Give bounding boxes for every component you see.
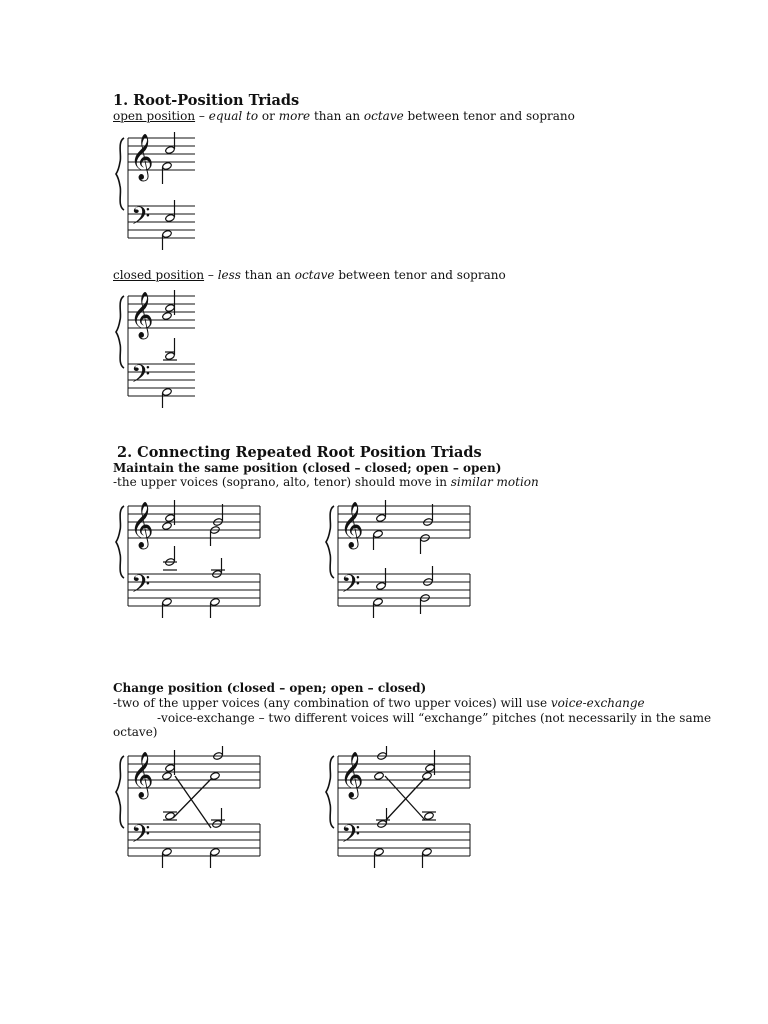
dash: –	[204, 268, 218, 282]
open-position-staff	[115, 128, 205, 253]
voice-exchange-term: voice-exchange	[550, 696, 645, 710]
svg-text:𝄢: 𝄢	[341, 570, 361, 605]
voice-exchange-staff-2	[325, 746, 475, 871]
closed-position-term: closed position	[113, 268, 205, 282]
equal-to-text: equal to	[208, 109, 259, 123]
voice-exchange-intro	[113, 696, 645, 710]
svg-text:𝄞: 𝄞	[130, 752, 154, 798]
open-position-definition	[113, 109, 575, 123]
closed-closed-staff	[115, 496, 265, 621]
closed-position-staff	[115, 286, 205, 411]
than-an-text: than an	[240, 268, 295, 282]
similar-motion-line	[113, 475, 539, 489]
similar-motion-lead: -the upper voices (soprano, alto, tenor) should move in	[113, 475, 451, 489]
voice-exchange-staff-1	[115, 746, 265, 871]
svg-text:𝄞: 𝄞	[130, 134, 154, 180]
open-open-staff	[325, 496, 475, 621]
svg-text:𝄞: 𝄞	[130, 292, 154, 338]
section-3-heading: Change position (closed – open; open – closed)	[113, 681, 427, 695]
less-text: less	[217, 268, 241, 282]
similar-motion-term: similar motion	[450, 475, 539, 489]
voice-exchange-definition-end: octave)	[113, 725, 158, 739]
octave-text: octave	[294, 268, 335, 282]
octave-text: octave	[363, 109, 404, 123]
more-text: more	[278, 109, 311, 123]
between-text: between tenor and soprano	[403, 109, 575, 123]
svg-text:𝄢: 𝄢	[131, 202, 151, 237]
svg-text:𝄞: 𝄞	[340, 502, 364, 548]
section-1-heading: 1. Root-Position Triads	[113, 92, 300, 109]
svg-text:𝄢: 𝄢	[131, 820, 151, 855]
open-position-term: open position	[113, 109, 196, 123]
voice-exchange-definition: -voice-exchange – two different voices will “exchange” pitches (not necessarily in the same	[157, 711, 712, 725]
or-text: or	[258, 109, 279, 123]
svg-text:𝄢: 𝄢	[131, 360, 151, 395]
between-text: between tenor and soprano	[334, 268, 506, 282]
svg-text:𝄢: 𝄢	[131, 570, 151, 605]
than-an-text: than an	[310, 109, 364, 123]
voice-exchange-lead: -two of the upper voices (any combination of two upper voices) will use	[113, 696, 551, 710]
svg-text:𝄞: 𝄞	[130, 502, 154, 548]
svg-text:𝄞: 𝄞	[340, 752, 364, 798]
closed-position-definition	[113, 268, 506, 282]
svg-text:𝄢: 𝄢	[341, 820, 361, 855]
dash: –	[195, 109, 209, 123]
section-2-heading: 2. Connecting Repeated Root Position Triads	[117, 444, 482, 461]
section-2-subheading: Maintain the same position (closed – closed; open – open)	[113, 461, 502, 475]
